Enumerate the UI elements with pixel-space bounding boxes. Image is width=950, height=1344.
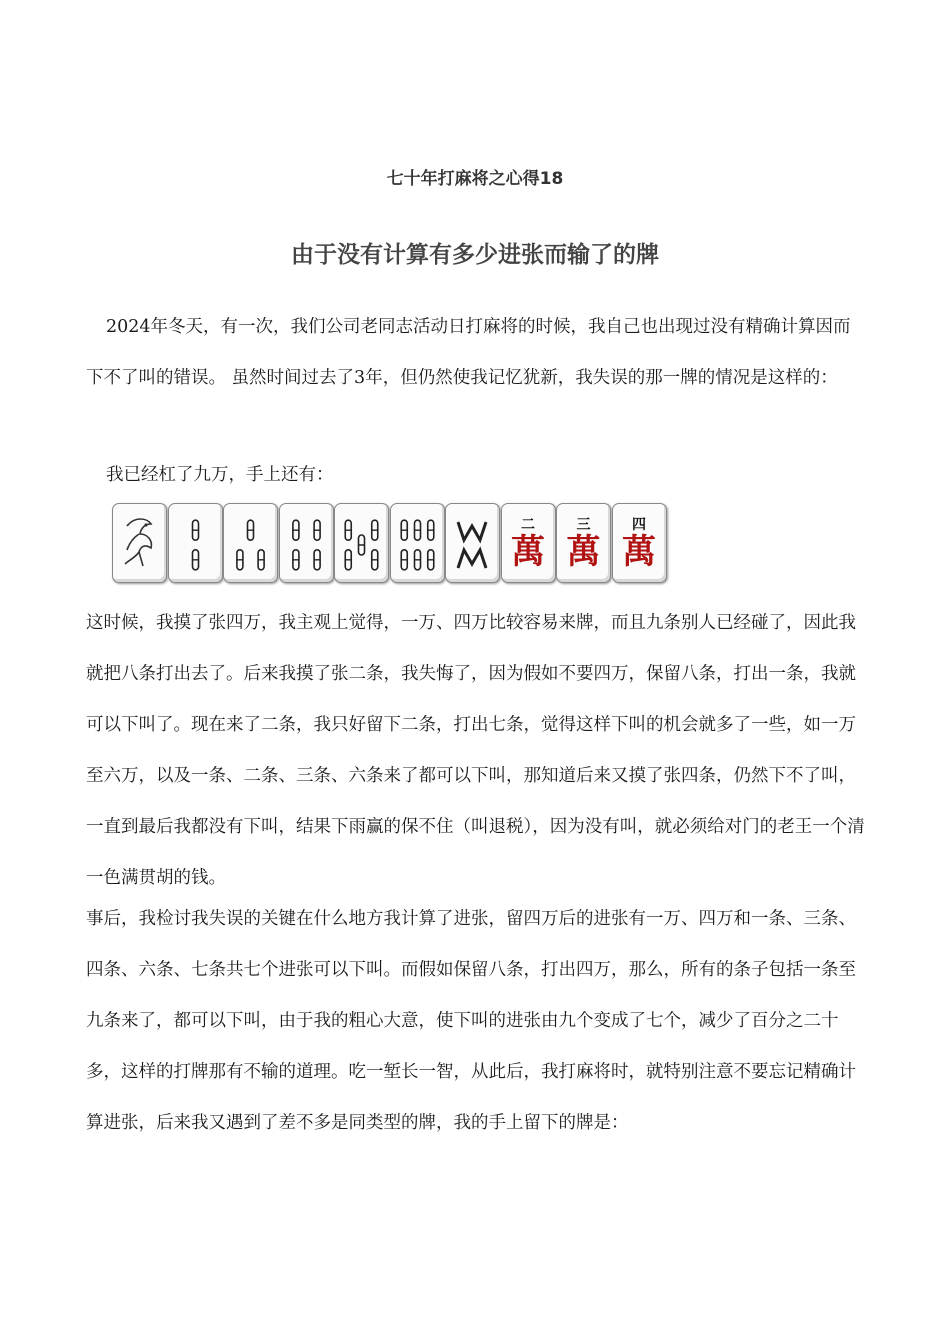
paragraph-reflection: 事后，我检讨我失误的关键在什么地方我计算了进张，留四万后的进张有一万、四万和一条、三条、四条、六条、七条共七个进张可以下叫。而假如保留八条，打出四万，那么，所有的条子包括一条至九条来了，都可以下叫，由于我的粗心大意，使下叫的进张由九个变成了七个，减少了百分之二十多，这样的打牌那有不输的道理。吃一堑长一智，从此后，我打麻将时，就特别注意不要忘记精确计算进张，后来我又遇到了差不多是同类型的牌，我的手上留下的牌是： (86, 909, 856, 1133)
bamboo-sticks-icon (391, 504, 444, 582)
mahjong-tile (279, 503, 334, 583)
tile-wan-character: 萬 (622, 532, 656, 572)
tile-wan-character: 萬 (511, 532, 545, 572)
mahjong-tile (612, 503, 667, 583)
bamboo-sticks-icon (280, 504, 333, 582)
mahjong-hand (112, 503, 664, 583)
tile-number: 四 (632, 517, 646, 533)
mahjong-tile (445, 503, 500, 583)
bamboo-sticks-icon (224, 504, 277, 582)
paragraph-story: 这时候，我摸了张四万，我主观上觉得，一万、四万比较容易来牌，而且九条别人已经碰了，因此我就把八条打出去了。后来我摸了张二条，我失悔了，因为假如不要四万，保留八条，打出一条，我就可以下叫了。现在来了二条，我只好留下二条，打出七条，觉得这样下叫的机会就多了一些，如一万至六万，以及一条、二条、三条、六条来了都可以下叫，那知道后来又摸了张四条，仍然下不了叫，一直到最后我都没有下叫，结果下雨赢的保不住（叫退税），因为没有叫，就必须给对门的老王一个清一色满贯胡的钱。 (86, 613, 865, 888)
tile-wan-character: 萬 (566, 532, 601, 572)
article-title: 由于没有计算有多少进张而输了的牌 (291, 242, 659, 268)
mahjong-tile (390, 503, 445, 583)
bamboo-sticks-icon (446, 504, 499, 582)
mahjong-tile (168, 503, 223, 583)
mahjong-tile (334, 503, 389, 583)
mahjong-tile (223, 503, 278, 583)
paragraph-intro: 2024年冬天，有一次，我们公司老同志活动日打麻将的时候，我自己也出现过没有精确计算因而下不了叫的错误。 虽然时间过去了3年，但仍然使我记忆犹新，我失误的那一牌的情况是这样的： (86, 317, 851, 388)
article-series-title: 七十年打麻将之心得18 (386, 169, 564, 189)
mahjong-tile (112, 503, 167, 583)
bird-icon (113, 504, 166, 582)
tile-number: 二 (521, 517, 535, 533)
paragraph-hand-intro: 我已经杠了九万，手上还有： (106, 465, 334, 485)
bamboo-sticks-icon (335, 504, 388, 582)
mahjong-tile (556, 503, 611, 583)
tile-number: 三 (576, 517, 591, 533)
mahjong-tile (501, 503, 556, 583)
bamboo-sticks-icon (169, 504, 222, 582)
